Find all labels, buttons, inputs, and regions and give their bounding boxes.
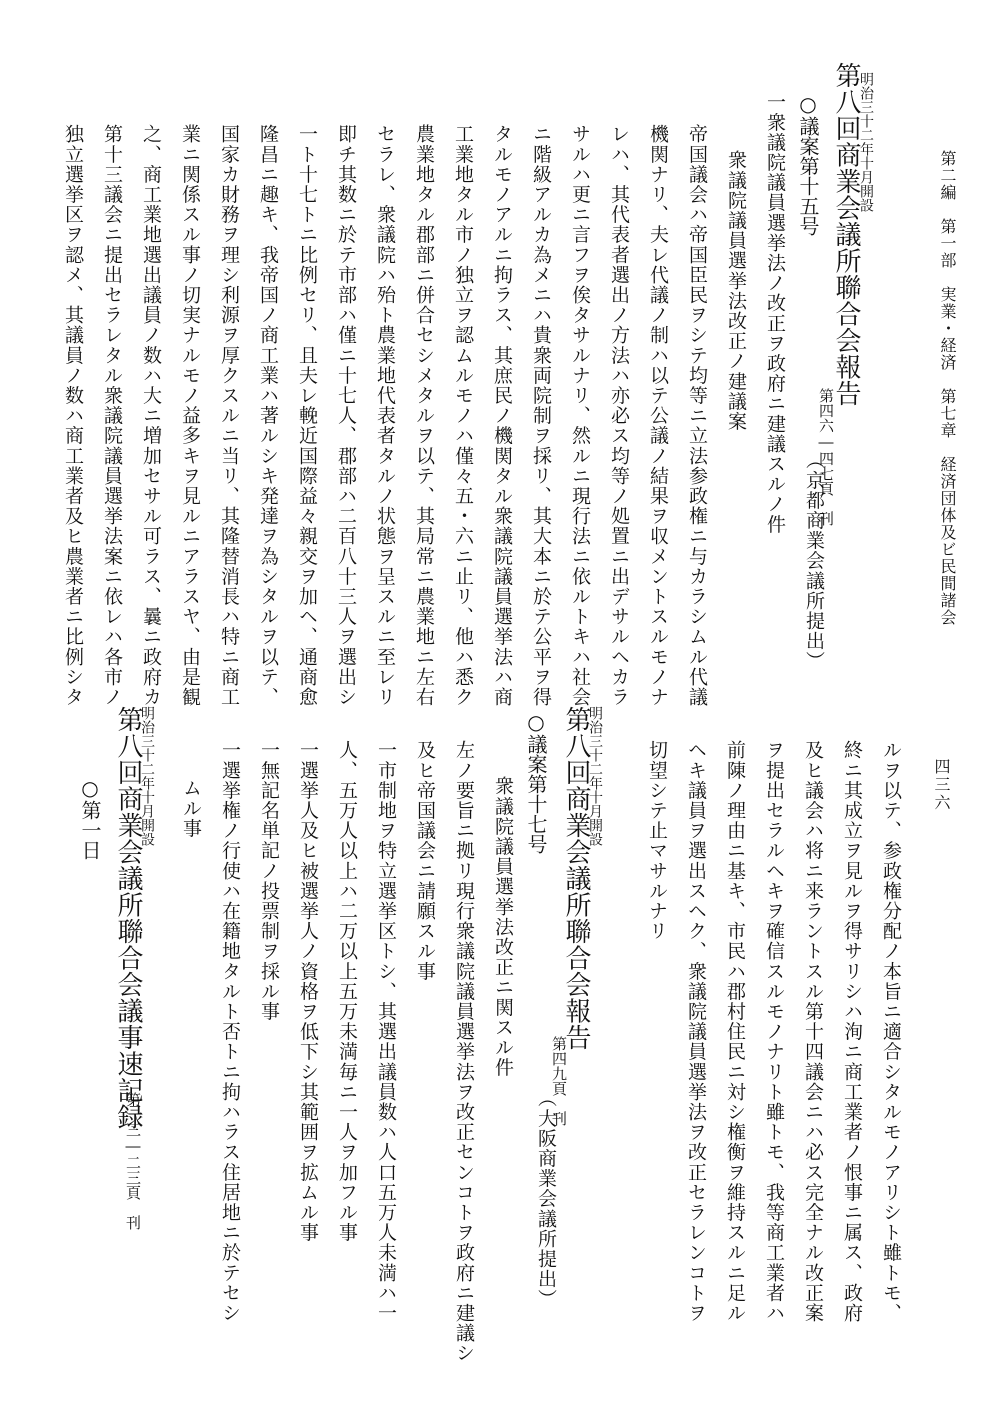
report1-line: 即チ其数ニ於テ市部ハ僅ニ十七人、郡部ハ二百八十三人ヲ選出シ — [335, 124, 357, 707]
continuation-line: 前陳ノ理由ニ基キ、市民ハ郡村住民ニ対シ権衡ヲ維持スルニ足ル — [724, 740, 746, 1323]
continuation-line: 及ヒ議会ハ将ニ来ラントスル第十四議会ニハ必ス完全ナル改正案 — [802, 740, 824, 1323]
report1-line: 業ニ関係スル事ノ切実ナルモノ益多キヲ見ルニアラスヤ、由是観 — [179, 124, 201, 707]
page-number: 四三六 — [932, 758, 951, 812]
report3-title: 第八回商業会議所聯合会議事速記録 — [113, 706, 143, 1130]
report1-line: 一ト十七トニ比例セリ、且夫レ輓近国際益々親交ヲ加ヘ、通商愈 — [296, 124, 318, 707]
report1-line: レハ、其代表者選出ノ方法ハ亦必ス均等ノ処置ニ出デサルヘカラ — [608, 124, 630, 707]
report1-line: 工業地タル市ノ独立ヲ認ムルモノハ僅々五・六ニ止リ、他ハ悉ク — [452, 124, 474, 707]
report2-line: 一選挙人及ヒ被選挙人ノ資格ヲ低下シ其範囲ヲ拡ムル事 — [297, 740, 319, 1243]
report1-motion-number: ○議案第十五号 — [796, 92, 820, 236]
report3-day: ○第一日 — [78, 776, 102, 860]
continuation-line: ルヲ以テ、参政権分配ノ本旨ニ適合シタルモノアリシト雖トモ、 — [880, 740, 902, 1323]
report1-line: サルハ更ニ言フヲ俟タサルナリ、然ルニ現行法ニ依ルトキハ社会 — [569, 124, 591, 707]
continuation-line: 切望シテ止マサルナリ — [646, 740, 668, 941]
report1-line: 国家カ財務ヲ理シ利源ヲ厚クスルニ当リ、其隆替消長ハ特ニ商工 — [218, 124, 240, 707]
report2-proposer: （大阪商業会議所提出） — [535, 1088, 557, 1310]
report2-page-ref: 第四九頁 刊 — [550, 1036, 568, 1126]
report2-title: 第八回商業会議所聯合会報告 — [561, 706, 591, 1051]
report1-title: 第八回商業会議所聯合会報告 — [831, 62, 861, 407]
report2-line: 及ヒ帝国議会ニ請願スル事 — [414, 740, 436, 982]
report1-line: 隆昌ニ趣キ、我帝国ノ商工業ハ著ルシキ発達ヲ為シタルヲ以テ、 — [257, 124, 279, 707]
continuation-line: 終ニ其成立ヲ見ルヲ得サリシハ洵ニ商工業者ノ恨事ニ属ス、政府 — [841, 740, 863, 1323]
report1-heading: 衆議院議員選挙法改正ノ建議案 — [725, 150, 747, 432]
report2-date-prefix: 明治三十二年十月開設 — [587, 706, 603, 846]
report1-item: 一衆議院議員選挙法ノ改正ヲ政府ニ建議スルノ件 — [764, 92, 786, 535]
report1-line: 之、商工業地選出議員ノ数ハ大ニ増加セサル可ラス、曩ニ政府カ — [140, 124, 162, 707]
report2-line: 左ノ要旨ニ拠リ現行衆議院議員選挙法ヲ改正センコトヲ政府ニ建議シ — [453, 740, 475, 1364]
report1-line: 帝国議会ハ帝国臣民ヲシテ均等ニ立法参政権ニ与カラシムル代議 — [686, 124, 708, 707]
report1-line: ニ階級アルカ為メニハ貴衆両院制ヲ採リ、其大本ニ於テ公平ヲ得 — [530, 124, 552, 707]
report2-line: 一選挙権ノ行使ハ在籍地タルト否トニ拘ハラス住居地ニ於テセシ — [219, 740, 241, 1323]
report2-motion-number: ○議案第十七号 — [524, 710, 548, 854]
report1-page-ref: 第四六―四七頁 刊 — [817, 388, 835, 526]
report1-date-prefix: 明治三十二年十月開設 — [858, 72, 874, 212]
continuation-line: ヘキ議員ヲ選出スヘク、衆議院議員選挙法ヲ改正セラレンコトヲ — [685, 740, 707, 1323]
continuation-line: ヲ提出セラルヘキヲ確信スルモノナリト雖トモ、我等商工業者ハ — [763, 740, 785, 1323]
report1-line: 農業地タル郡部ニ併合セシメタルヲ以テ、其局常ニ農業地ニ左右 — [413, 124, 435, 707]
report2-line: 人、五万人以上ハ二万以上五万未満毎ニ一人ヲ加フル事 — [336, 740, 358, 1243]
report2-line: 一無記名単記ノ投票制ヲ採ル事 — [258, 740, 280, 1022]
report1-line: セラレ、衆議院ハ殆ト農業地代表者タルノ状態ヲ呈スルニ至レリ — [374, 124, 396, 707]
report1-line: 機関ナリ、夫レ代議ノ制ハ以テ公議ノ結果ヲ収メントスルモノナ — [647, 124, 669, 707]
report1-line: 独立選挙区ヲ認メ、其議員ノ数ハ商工業者及ヒ農業者ニ比例シタ — [62, 124, 84, 707]
report1-proposer: （京都商業会議所提出） — [803, 450, 825, 672]
report2-heading: 衆議院議員選挙法改正ニ関スル件 — [492, 776, 514, 1078]
report2-line: ムル事 — [180, 778, 202, 839]
report2-line: 一市制地ヲ特立選挙区トシ、其選出議員数ハ人口五万人未満ハ一 — [375, 740, 397, 1323]
report3-date-prefix: 明治三十二年十月開設 — [139, 706, 155, 846]
report1-line: 第十三議会ニ提出セラレタル衆議院議員選挙法案ニ依レハ各市ノ — [101, 124, 123, 707]
running-header-chapter: 第二編 第一部 実業・経済 第七章 経済団体及ビ民間諸会 — [938, 150, 957, 626]
report1-line: タルモノアルニ拘ラス、其庶民ノ機関タル衆議院議員選挙法ハ商 — [491, 124, 513, 707]
report3-page-ref: 第一三―二三頁 刊 — [124, 1092, 142, 1230]
